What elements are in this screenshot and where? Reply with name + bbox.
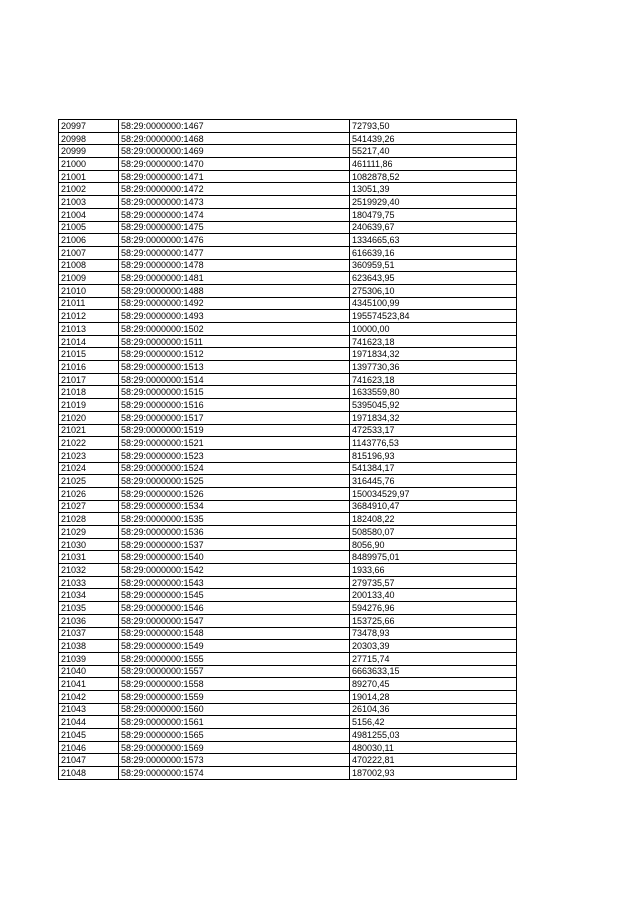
cadastral-number-cell: 58:29:0000000:1536 xyxy=(119,526,350,539)
table-row xyxy=(59,526,517,539)
table-row xyxy=(59,361,517,374)
value-cell: 1933,66 xyxy=(350,564,517,577)
table-row xyxy=(59,475,517,488)
value-cell: 3684910,47 xyxy=(350,500,517,513)
cadastral-number-cell: 58:29:0000000:1469 xyxy=(119,145,350,158)
row-number-cell: 21007 xyxy=(59,246,119,259)
row-number-cell: 21022 xyxy=(59,437,119,450)
value-cell: 180479,75 xyxy=(350,208,517,221)
value-cell: 200133,40 xyxy=(350,589,517,602)
value-cell: 19014,28 xyxy=(350,690,517,703)
row-number-cell: 21018 xyxy=(59,386,119,399)
cadastral-number-cell: 58:29:0000000:1476 xyxy=(119,234,350,247)
value-cell: 1633559,80 xyxy=(350,386,517,399)
row-number-cell: 21000 xyxy=(59,158,119,171)
row-number-cell: 21008 xyxy=(59,259,119,272)
table-row xyxy=(59,272,517,285)
row-number-cell: 21013 xyxy=(59,323,119,336)
table-row xyxy=(59,462,517,475)
value-cell: 1334665,63 xyxy=(350,234,517,247)
table-row xyxy=(59,576,517,589)
table-row xyxy=(59,678,517,691)
cadastral-number-cell: 58:29:0000000:1493 xyxy=(119,310,350,323)
cadastral-number-cell: 58:29:0000000:1475 xyxy=(119,221,350,234)
table-row xyxy=(59,183,517,196)
data-table xyxy=(58,119,517,780)
cadastral-number-cell: 58:29:0000000:1468 xyxy=(119,132,350,145)
table-row xyxy=(59,652,517,665)
table-row xyxy=(59,716,517,729)
cadastral-number-cell: 58:29:0000000:1526 xyxy=(119,487,350,500)
table-row xyxy=(59,158,517,171)
cadastral-number-cell: 58:29:0000000:1488 xyxy=(119,284,350,297)
cadastral-number-cell: 58:29:0000000:1565 xyxy=(119,729,350,742)
row-number-cell: 21019 xyxy=(59,399,119,412)
cadastral-number-cell: 58:29:0000000:1557 xyxy=(119,665,350,678)
table-body xyxy=(59,120,517,780)
table-row xyxy=(59,640,517,653)
value-cell: 182408,22 xyxy=(350,513,517,526)
value-cell: 72793,50 xyxy=(350,120,517,133)
table-row xyxy=(59,411,517,424)
value-cell: 360959,51 xyxy=(350,259,517,272)
table-row xyxy=(59,538,517,551)
row-number-cell: 21031 xyxy=(59,551,119,564)
row-number-cell: 21032 xyxy=(59,564,119,577)
table-row xyxy=(59,551,517,564)
value-cell: 508580,07 xyxy=(350,526,517,539)
value-cell: 815196,93 xyxy=(350,449,517,462)
row-number-cell: 21005 xyxy=(59,221,119,234)
table-row xyxy=(59,373,517,386)
row-number-cell: 21004 xyxy=(59,208,119,221)
cadastral-number-cell: 58:29:0000000:1555 xyxy=(119,652,350,665)
row-number-cell: 21009 xyxy=(59,272,119,285)
value-cell: 1397730,36 xyxy=(350,361,517,374)
row-number-cell: 21001 xyxy=(59,170,119,183)
table-row xyxy=(59,246,517,259)
table-row xyxy=(59,602,517,615)
table-row xyxy=(59,487,517,500)
value-cell: 10000,00 xyxy=(350,323,517,336)
cadastral-number-cell: 58:29:0000000:1517 xyxy=(119,411,350,424)
table-row xyxy=(59,170,517,183)
row-number-cell: 21042 xyxy=(59,690,119,703)
table-row xyxy=(59,335,517,348)
value-cell: 13051,39 xyxy=(350,183,517,196)
cadastral-number-cell: 58:29:0000000:1547 xyxy=(119,614,350,627)
row-number-cell: 21038 xyxy=(59,640,119,653)
cadastral-number-cell: 58:29:0000000:1535 xyxy=(119,513,350,526)
value-cell: 541384,17 xyxy=(350,462,517,475)
row-number-cell: 21015 xyxy=(59,348,119,361)
table-row xyxy=(59,208,517,221)
value-cell: 89270,45 xyxy=(350,678,517,691)
cadastral-number-cell: 58:29:0000000:1543 xyxy=(119,576,350,589)
row-number-cell: 21039 xyxy=(59,652,119,665)
cadastral-number-cell: 58:29:0000000:1524 xyxy=(119,462,350,475)
cadastral-number-cell: 58:29:0000000:1537 xyxy=(119,538,350,551)
cadastral-number-cell: 58:29:0000000:1471 xyxy=(119,170,350,183)
value-cell: 480030,11 xyxy=(350,741,517,754)
row-number-cell: 21048 xyxy=(59,767,119,780)
value-cell: 73478,93 xyxy=(350,627,517,640)
value-cell: 6663633,15 xyxy=(350,665,517,678)
row-number-cell: 21023 xyxy=(59,449,119,462)
cadastral-number-cell: 58:29:0000000:1540 xyxy=(119,551,350,564)
cadastral-number-cell: 58:29:0000000:1560 xyxy=(119,703,350,716)
value-cell: 27715,74 xyxy=(350,652,517,665)
row-number-cell: 21047 xyxy=(59,754,119,767)
table-row xyxy=(59,437,517,450)
value-cell: 187002,93 xyxy=(350,767,517,780)
cadastral-number-cell: 58:29:0000000:1470 xyxy=(119,158,350,171)
row-number-cell: 21033 xyxy=(59,576,119,589)
value-cell: 316445,76 xyxy=(350,475,517,488)
cadastral-number-cell: 58:29:0000000:1523 xyxy=(119,449,350,462)
table-row xyxy=(59,513,517,526)
cadastral-number-cell: 58:29:0000000:1549 xyxy=(119,640,350,653)
value-cell: 741623,18 xyxy=(350,373,517,386)
row-number-cell: 21017 xyxy=(59,373,119,386)
value-cell: 470222,81 xyxy=(350,754,517,767)
row-number-cell: 21040 xyxy=(59,665,119,678)
table-row xyxy=(59,323,517,336)
value-cell: 153725,66 xyxy=(350,614,517,627)
cadastral-number-cell: 58:29:0000000:1473 xyxy=(119,196,350,209)
value-cell: 4981255,03 xyxy=(350,729,517,742)
table-row xyxy=(59,767,517,780)
value-cell: 4345100,99 xyxy=(350,297,517,310)
value-cell: 8056,90 xyxy=(350,538,517,551)
row-number-cell: 21034 xyxy=(59,589,119,602)
row-number-cell: 21041 xyxy=(59,678,119,691)
cadastral-number-cell: 58:29:0000000:1521 xyxy=(119,437,350,450)
cadastral-number-cell: 58:29:0000000:1519 xyxy=(119,424,350,437)
row-number-cell: 21028 xyxy=(59,513,119,526)
row-number-cell: 21021 xyxy=(59,424,119,437)
row-number-cell: 21010 xyxy=(59,284,119,297)
row-number-cell: 21037 xyxy=(59,627,119,640)
cadastral-number-cell: 58:29:0000000:1467 xyxy=(119,120,350,133)
table-row xyxy=(59,614,517,627)
row-number-cell: 21014 xyxy=(59,335,119,348)
row-number-cell: 20999 xyxy=(59,145,119,158)
table-row xyxy=(59,424,517,437)
table-row xyxy=(59,132,517,145)
row-number-cell: 21030 xyxy=(59,538,119,551)
value-cell: 594276,96 xyxy=(350,602,517,615)
cadastral-number-cell: 58:29:0000000:1514 xyxy=(119,373,350,386)
value-cell: 1971834,32 xyxy=(350,411,517,424)
table-row xyxy=(59,703,517,716)
row-number-cell: 21002 xyxy=(59,183,119,196)
cadastral-number-cell: 58:29:0000000:1474 xyxy=(119,208,350,221)
table-row xyxy=(59,449,517,462)
table-row xyxy=(59,284,517,297)
value-cell: 5156,42 xyxy=(350,716,517,729)
table-row xyxy=(59,297,517,310)
row-number-cell: 21029 xyxy=(59,526,119,539)
table-row xyxy=(59,754,517,767)
value-cell: 8489975,01 xyxy=(350,551,517,564)
cadastral-number-cell: 58:29:0000000:1477 xyxy=(119,246,350,259)
cadastral-number-cell: 58:29:0000000:1511 xyxy=(119,335,350,348)
row-number-cell: 21026 xyxy=(59,487,119,500)
value-cell: 541439,26 xyxy=(350,132,517,145)
cadastral-number-cell: 58:29:0000000:1512 xyxy=(119,348,350,361)
table-row xyxy=(59,196,517,209)
cadastral-number-cell: 58:29:0000000:1548 xyxy=(119,627,350,640)
cadastral-number-cell: 58:29:0000000:1513 xyxy=(119,361,350,374)
cadastral-number-cell: 58:29:0000000:1492 xyxy=(119,297,350,310)
cadastral-number-cell: 58:29:0000000:1542 xyxy=(119,564,350,577)
value-cell: 240639,67 xyxy=(350,221,517,234)
row-number-cell: 21027 xyxy=(59,500,119,513)
value-cell: 741623,18 xyxy=(350,335,517,348)
value-cell: 623643,95 xyxy=(350,272,517,285)
row-number-cell: 21044 xyxy=(59,716,119,729)
table-row xyxy=(59,500,517,513)
cadastral-number-cell: 58:29:0000000:1559 xyxy=(119,690,350,703)
table-row xyxy=(59,627,517,640)
row-number-cell: 21035 xyxy=(59,602,119,615)
row-number-cell: 21024 xyxy=(59,462,119,475)
table-row xyxy=(59,589,517,602)
table-row xyxy=(59,564,517,577)
table-row xyxy=(59,259,517,272)
cadastral-number-cell: 58:29:0000000:1525 xyxy=(119,475,350,488)
value-cell: 20303,39 xyxy=(350,640,517,653)
row-number-cell: 21003 xyxy=(59,196,119,209)
cadastral-number-cell: 58:29:0000000:1569 xyxy=(119,741,350,754)
table-row xyxy=(59,120,517,133)
table-row xyxy=(59,399,517,412)
row-number-cell: 21043 xyxy=(59,703,119,716)
row-number-cell: 20997 xyxy=(59,120,119,133)
value-cell: 461111,86 xyxy=(350,158,517,171)
row-number-cell: 21012 xyxy=(59,310,119,323)
cadastral-number-cell: 58:29:0000000:1573 xyxy=(119,754,350,767)
row-number-cell: 21020 xyxy=(59,411,119,424)
table-row xyxy=(59,729,517,742)
value-cell: 26104,36 xyxy=(350,703,517,716)
table-row xyxy=(59,690,517,703)
value-cell: 275306,10 xyxy=(350,284,517,297)
cadastral-number-cell: 58:29:0000000:1574 xyxy=(119,767,350,780)
cadastral-number-cell: 58:29:0000000:1502 xyxy=(119,323,350,336)
value-cell: 1971834,32 xyxy=(350,348,517,361)
table-row xyxy=(59,310,517,323)
row-number-cell: 21016 xyxy=(59,361,119,374)
table-row xyxy=(59,234,517,247)
value-cell: 1143776,53 xyxy=(350,437,517,450)
value-cell: 55217,40 xyxy=(350,145,517,158)
cadastral-number-cell: 58:29:0000000:1558 xyxy=(119,678,350,691)
cadastral-number-cell: 58:29:0000000:1545 xyxy=(119,589,350,602)
table-row xyxy=(59,221,517,234)
cadastral-number-cell: 58:29:0000000:1534 xyxy=(119,500,350,513)
value-cell: 2519929,40 xyxy=(350,196,517,209)
value-cell: 279735,57 xyxy=(350,576,517,589)
cadastral-number-cell: 58:29:0000000:1516 xyxy=(119,399,350,412)
row-number-cell: 21036 xyxy=(59,614,119,627)
value-cell: 5395045,92 xyxy=(350,399,517,412)
value-cell: 472533,17 xyxy=(350,424,517,437)
cadastral-number-cell: 58:29:0000000:1561 xyxy=(119,716,350,729)
cadastral-number-cell: 58:29:0000000:1546 xyxy=(119,602,350,615)
cadastral-number-cell: 58:29:0000000:1472 xyxy=(119,183,350,196)
row-number-cell: 21045 xyxy=(59,729,119,742)
value-cell: 195574523,84 xyxy=(350,310,517,323)
cadastral-number-cell: 58:29:0000000:1515 xyxy=(119,386,350,399)
value-cell: 150034529,97 xyxy=(350,487,517,500)
row-number-cell: 21046 xyxy=(59,741,119,754)
table-row xyxy=(59,386,517,399)
cadastral-number-cell: 58:29:0000000:1481 xyxy=(119,272,350,285)
table-row xyxy=(59,348,517,361)
row-number-cell: 21025 xyxy=(59,475,119,488)
row-number-cell: 21006 xyxy=(59,234,119,247)
table-row xyxy=(59,741,517,754)
row-number-cell: 21011 xyxy=(59,297,119,310)
table-row xyxy=(59,145,517,158)
cadastral-number-cell: 58:29:0000000:1478 xyxy=(119,259,350,272)
table-row xyxy=(59,665,517,678)
value-cell: 616639,16 xyxy=(350,246,517,259)
value-cell: 1082878,52 xyxy=(350,170,517,183)
row-number-cell: 20998 xyxy=(59,132,119,145)
